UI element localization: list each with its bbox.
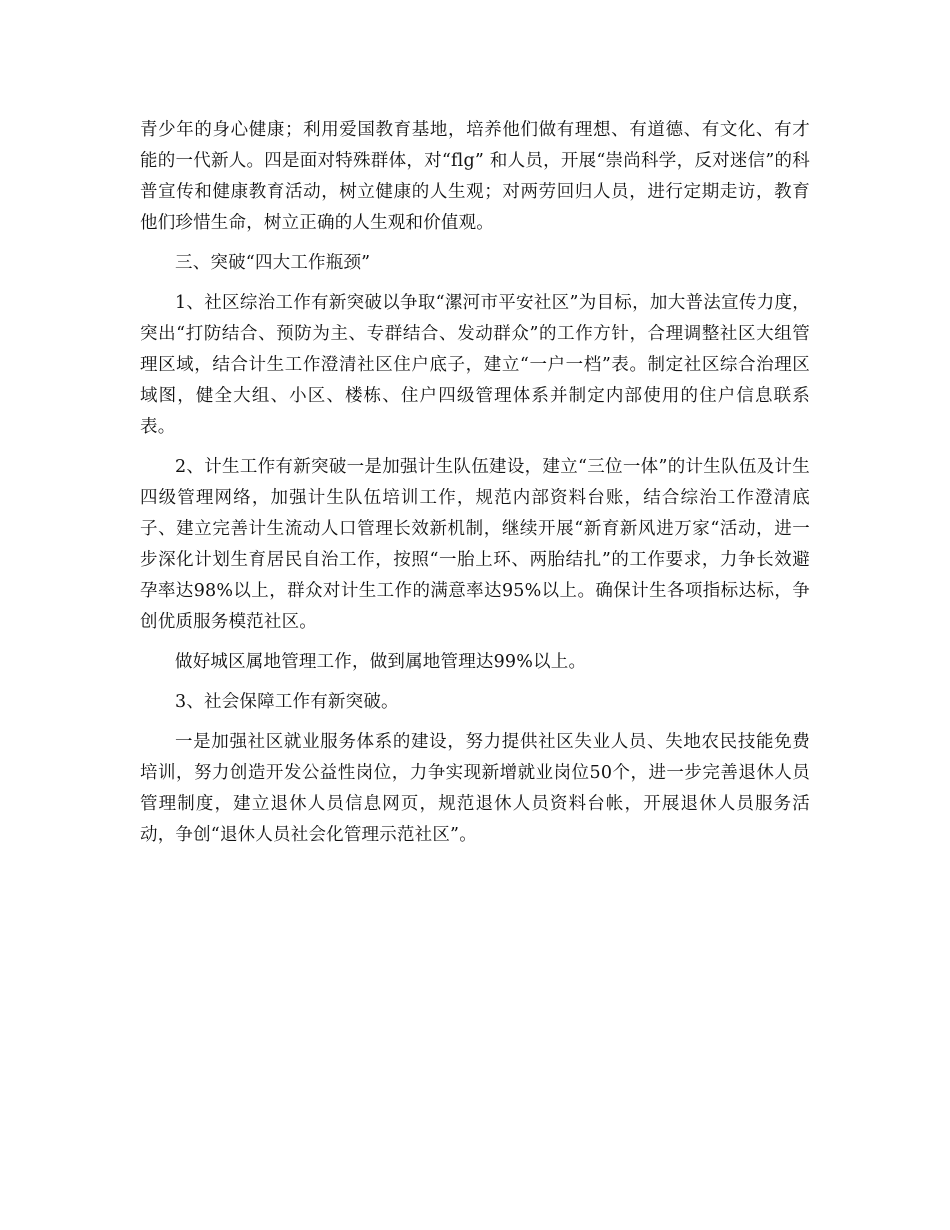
paragraph-comprehensive-governance: 1、社区综治工作有新突破以争取“漯河市平安社区”为目标，加大普法宣传力度，突出“打防结合、预防为主、专群结合、发动群众”的工作方针，合理调整社区大组管理区域，结合计生工作澄清社区住户底子，建立“一户一档”表。制定社区综合治理区域图，健全大组、小区、楼栋、住户四级管理体系并制定内部使用的住户信息联系表。 — [140, 293, 810, 437]
paragraph-territorial-management: 做好城区属地管理工作，做到属地管理达99%以上。 — [175, 652, 587, 672]
paragraph-social-security-heading: 3、社会保障工作有新突破。 — [175, 692, 399, 712]
paragraph-employment-services: 一是加强社区就业服务体系的建设，努力提供社区失业人员、失地农民技能免费培训，努力创造开发公益性岗位，力争实现新增就业岗位50个，进一步完善退休人员管理制度，建立退休人员信息网页，规范退休人员资料台帐，开展退休人员服务活动，争创“退休人员社会化管理示范社区”。 — [140, 732, 810, 845]
paragraph-youth-education: 青少年的身心健康；利用爱国教育基地，培养他们做有理想、有道德、有文化、有才能的一代新人。四是面对特殊群体，对“flg” 和人员，开展“崇尚科学，反对迷信”的科普宣传和健康教育活动，树立健康的人生观；对两劳回归人员，进行定期走访，教育他们珍惜生命，树立正确的人生观和价值观。 — [140, 120, 810, 233]
document-body — [140, 115, 810, 860]
section-heading-four-bottlenecks: 三、突破“四大工作瓶颈” — [175, 253, 371, 273]
paragraph-family-planning: 2、计生工作有新突破一是加强计生队伍建设，建立“三位一体”的计生队伍及计生四级管理网络，加强计生队伍培训工作，规范内部资料台账，结合综治工作澄清底子、建立完善计生流动人口管理长效新机制，继续开展“新育新风进万家“活动，进一步深化计划生育居民自治工作，按照“一胎上环、两胎结扎”的工作要求，力争长效避孕率达98%以上，群众对计生工作的满意率达95%以上。确保计生各项指标达标，争创优质服务模范社区。 — [140, 457, 810, 632]
